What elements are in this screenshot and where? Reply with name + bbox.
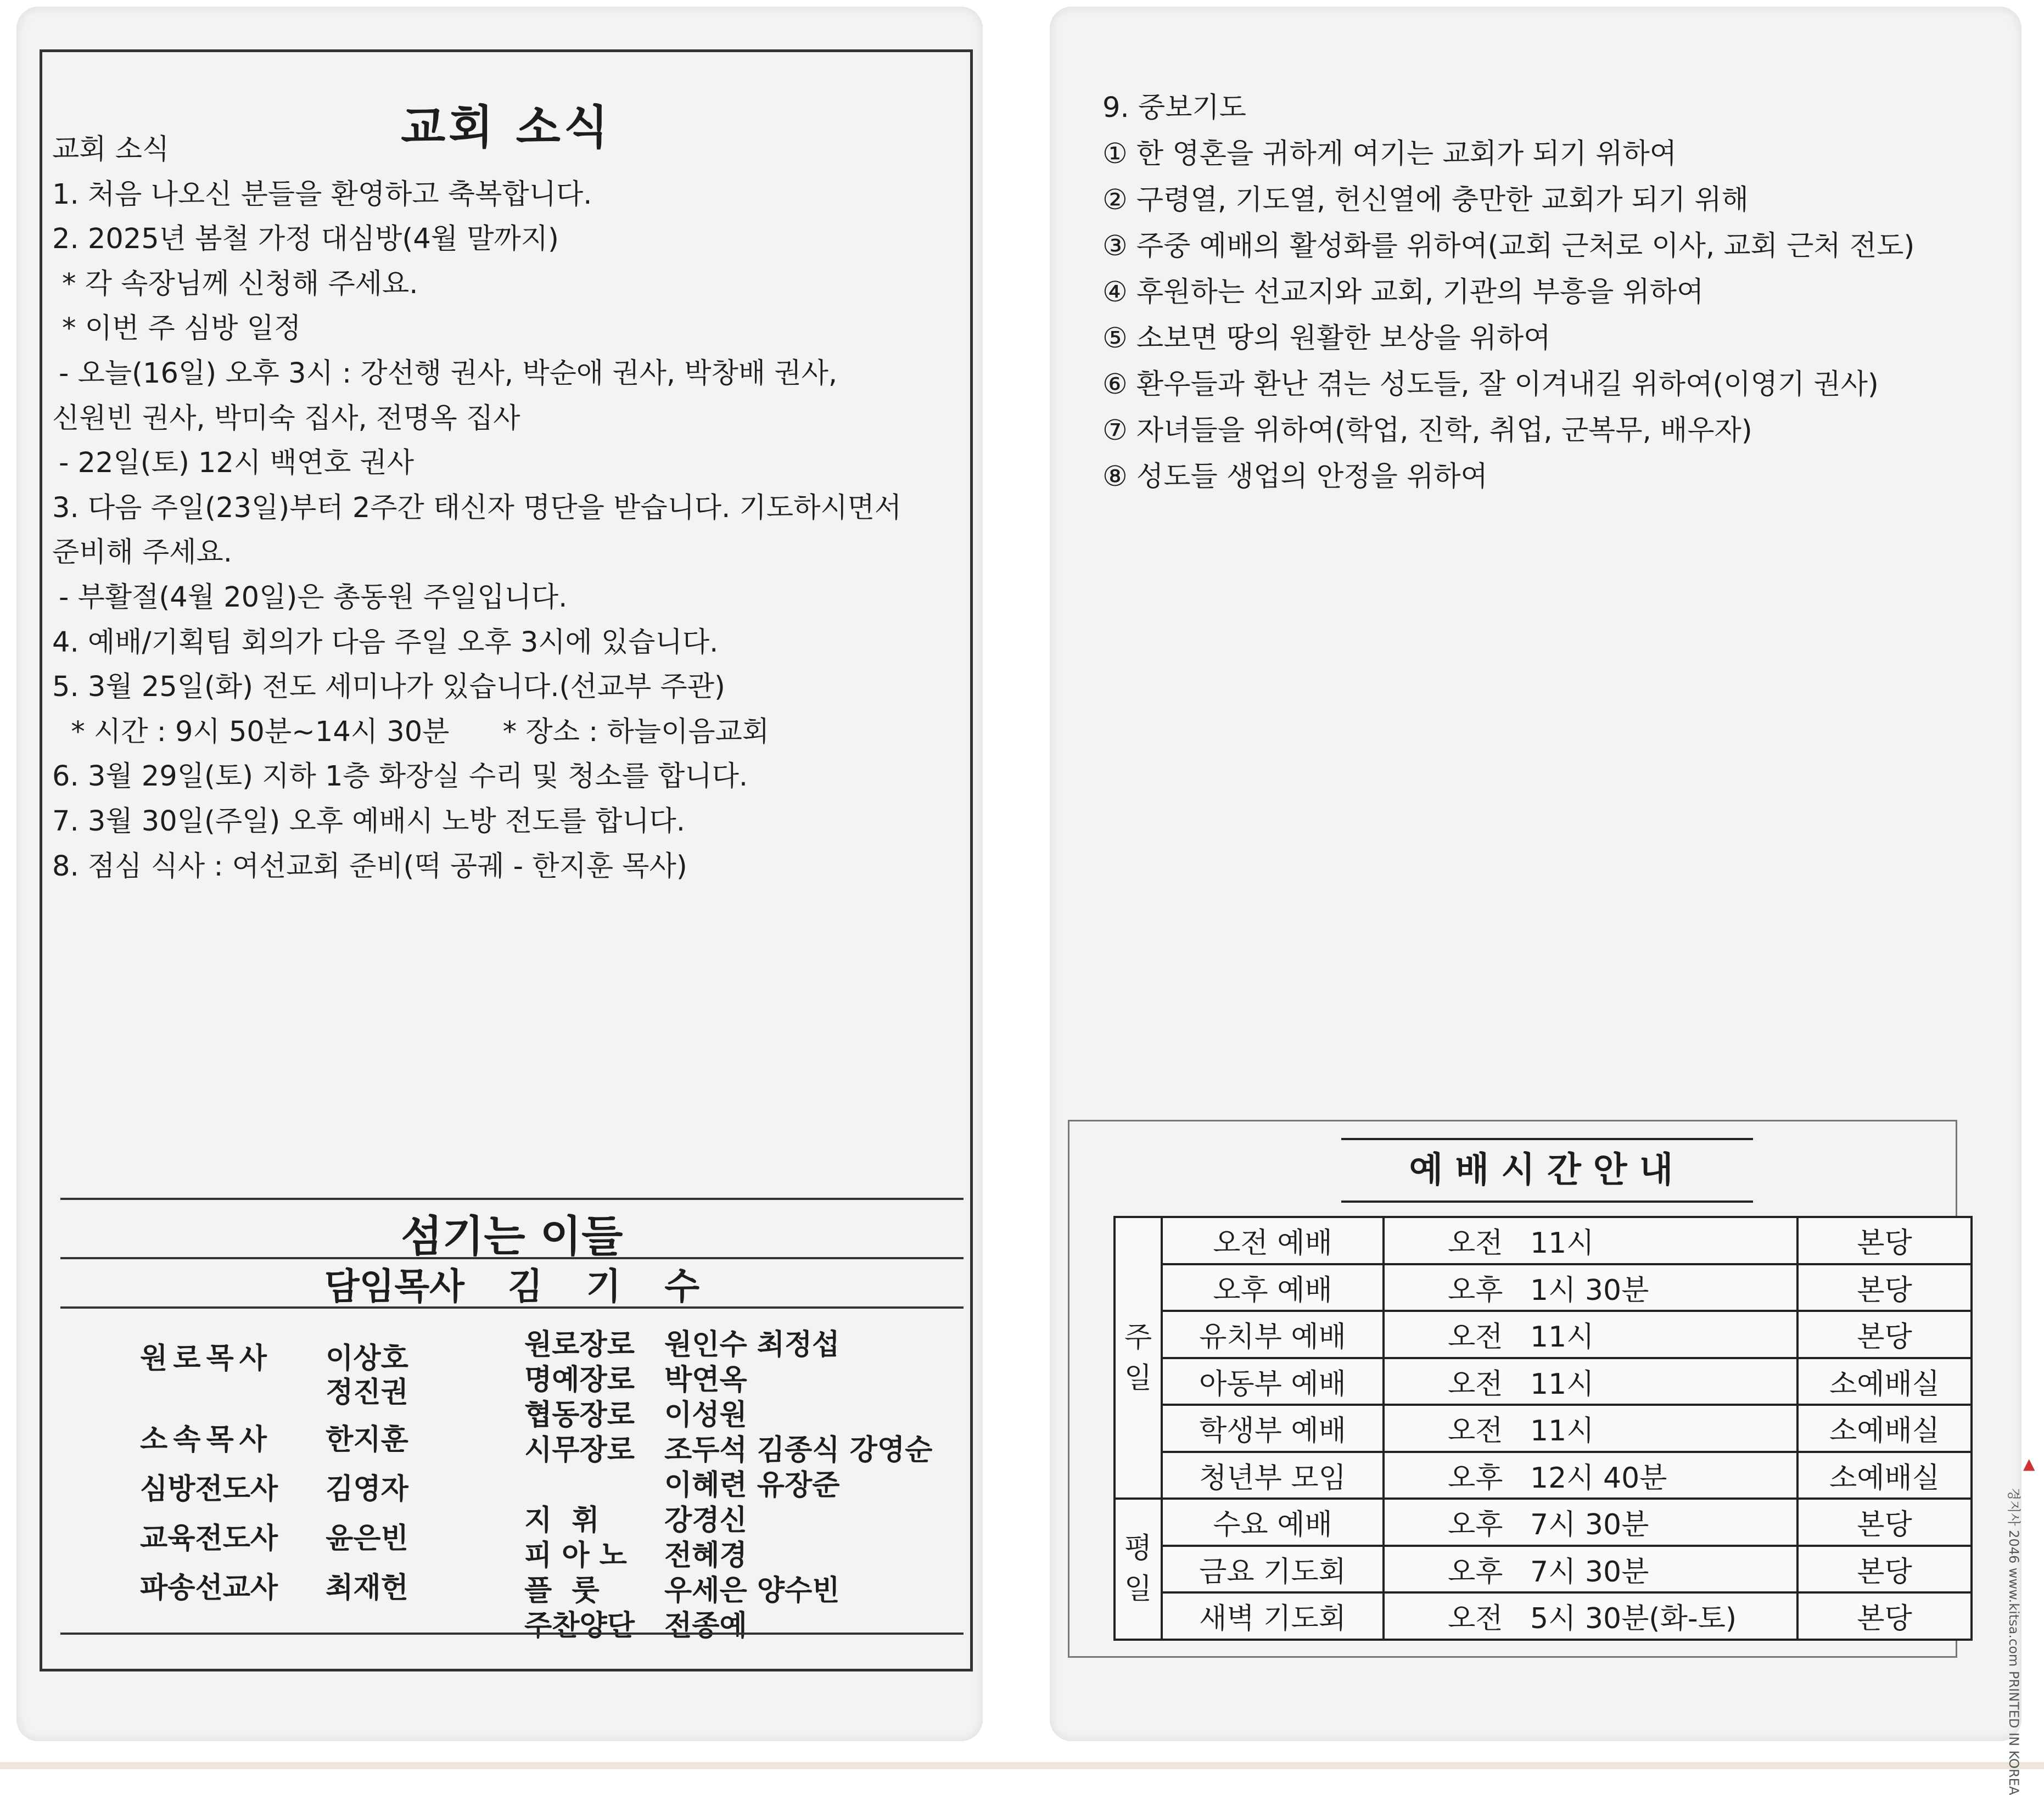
service-name: 유치부 예배 [1162,1311,1384,1358]
elder-role: 플 룻 [524,1574,600,1607]
senior-pastor [60,1257,964,1309]
news-line: 8. 점심 식사 : 여선교회 준비(떡 공궤 - 한지훈 목사) [52,850,687,883]
prayer-line: ④ 후원하는 선교지와 교회, 기관의 부흥을 위하여 [1102,276,1704,308]
prayer-line: ③ 주중 예배의 활성화를 위하여(교회 근처로 이사, 교회 근처 전도) [1102,230,1915,262]
service-name: 새벽 기도회 [1162,1592,1384,1640]
pastor-name-char: 김 [507,1265,543,1308]
staff-row [140,1571,408,1605]
schedule-table [1113,1216,1973,1641]
staff-role: 원로목사 [140,1342,272,1375]
service-place: 소예배실 [1797,1358,1972,1405]
printer-mark: 경지사 2046 www.kitsa.com PRINTED IN KOREA [2006,1488,2021,1795]
elder-names: 박연옥 [664,1364,747,1396]
service-place: 본당 [1797,1592,1972,1640]
table-row [1115,1452,1972,1499]
news-line: 준비해 주세요. [52,536,233,569]
service-name: 수요 예배 [1162,1499,1384,1546]
printer-logo-icon: ▲ [2023,1455,2035,1473]
pastor-name-char: 수 [664,1265,700,1308]
elder-role: 주찬양단 [524,1609,635,1642]
staff-names: 한지훈 [326,1423,408,1456]
elder-role: 명예장로 [524,1364,635,1396]
elder-role: 원로장로 [524,1328,635,1361]
service-place: 본당 [1797,1217,1972,1264]
service-time: 오전 11시 [1384,1405,1797,1452]
service-time: 오전 11시 [1384,1217,1797,1264]
elder-names: 원인수 최정섭 [664,1328,840,1361]
elder-role: 지 휘 [524,1504,600,1537]
prayer-line: ① 한 영혼을 귀하게 여기는 교회가 되기 위하여 [1102,138,1677,170]
elder-role: 협동장로 [524,1399,635,1432]
service-time: 오후 12시 40분 [1384,1452,1797,1499]
service-place: 본당 [1797,1311,1972,1358]
elder-names: 조두석 김종식 강영순 [664,1434,933,1467]
prayer-line: ② 구령열, 기도열, 헌신열에 충만한 교회가 되기 위해 [1102,184,1749,216]
service-name: 오후 예배 [1162,1264,1384,1311]
servants-title: 섬기는 이들 [401,1212,623,1261]
staff-names: 최재헌 [326,1572,408,1605]
pastor-role: 담임목사 [324,1265,464,1308]
service-time: 오후 7시 30분 [1384,1546,1797,1593]
table-row [1115,1546,1972,1593]
news-line: 교회 소식 [52,133,170,166]
table-row [1115,1358,1972,1405]
servants-section [60,1198,964,1642]
staff-row [140,1423,408,1457]
news-line: - 22일(토) 12시 백연호 권사 [59,447,414,480]
group-sunday: 주 일 [1115,1217,1162,1499]
service-time: 오전 11시 [1384,1358,1797,1405]
prayer-line: ⑤ 소보면 땅의 원활한 보상을 위하여 [1102,322,1551,355]
pastor-name-char: 기 [586,1265,621,1308]
table-row [1115,1592,1972,1640]
service-place: 본당 [1797,1546,1972,1593]
table-row [1115,1217,1972,1264]
news-line: * 시간 : 9시 50분~14시 30분 * 장소 : 하늘이음교회 [62,715,770,748]
elder-names: 이혜련 유장준 [664,1469,840,1502]
service-name: 청년부 모임 [1162,1452,1384,1499]
table-row [1115,1264,1972,1311]
prayer-line: ⑧ 성도들 생업의 안정을 위하여 [1102,461,1488,493]
schedule-title: 예배시간안내 [1409,1150,1685,1191]
schedule-title-rule [1341,1138,1753,1203]
schedule-section [1068,1120,1957,1658]
staff-row [140,1342,408,1410]
service-name: 금요 기도회 [1162,1546,1384,1593]
news-line: * 각 속장님께 신청해 주세요. [62,267,418,300]
staff-role: 심방전도사 [140,1473,278,1506]
service-name: 학생부 예배 [1162,1405,1384,1452]
news-line: * 이번 주 심방 일정 [62,312,301,345]
news-line: 5. 3월 25일(화) 전도 세미나가 있습니다.(선교부 주관) [52,671,725,704]
staff-names: 김영자 [326,1473,408,1506]
news-line: - 부활절(4월 20일)은 총동원 주일입니다. [59,581,568,614]
news-line: 7. 3월 30일(주일) 오후 예배시 노방 전도를 합니다. [52,805,686,838]
service-time: 오전 11시 [1384,1311,1797,1358]
elder-names: 이성원 [664,1399,747,1432]
elder-names: 전종예 [664,1609,747,1642]
service-time: 오후 1시 30분 [1384,1264,1797,1311]
service-place: 본당 [1797,1499,1972,1546]
prayer-list [1102,85,1981,500]
news-line: 신원빈 권사, 박미숙 집사, 전명옥 집사 [52,402,520,435]
prayer-line: 9. 중보기도 [1102,92,1246,124]
prayer-line: ⑥ 환우들과 환난 겪는 성도들, 잘 이겨내길 위하여(이영기 권사) [1102,368,1879,401]
staff-row [140,1472,408,1506]
divider [60,1633,964,1635]
prayer-line: ⑦ 자녀들을 위하여(학업, 진학, 취업, 군복무, 배우자) [1102,414,1752,447]
service-name: 아동부 예배 [1162,1358,1384,1405]
service-name: 오전 예배 [1162,1217,1384,1264]
news-line: 3. 다음 주일(23일)부터 2주간 태신자 명단을 받습니다. 기도하시면서 [52,491,902,524]
elder-names: 우세은 양수빈 [664,1574,840,1607]
service-place: 본당 [1797,1264,1972,1311]
staff-names: 윤은빈 [326,1522,408,1555]
service-place: 소예배실 [1797,1452,1972,1499]
news-line: 6. 3월 29일(토) 지하 1층 화장실 수리 및 청소를 합니다. [52,760,748,793]
news-line: 4. 예배/기획팀 회의가 다음 주일 오후 3시에 있습니다. [52,626,719,659]
staff-row [140,1522,408,1556]
divider [60,1306,964,1309]
elder-names: 강경신 [664,1504,747,1537]
elder-role: 시무장로 [524,1434,635,1467]
table-row [1115,1405,1972,1452]
divider [60,1198,964,1200]
table-row [1115,1499,1972,1546]
staff-names: 이상호 정진권 [326,1342,408,1409]
service-time: 오전 5시 30분(화-토) [1384,1592,1797,1640]
service-place: 소예배실 [1797,1405,1972,1452]
bottom-strip [0,1762,2044,1769]
news-title: 교회 소식 [401,100,612,154]
group-weekday: 평 일 [1115,1499,1162,1640]
news-list [52,127,909,889]
elder-row [524,1602,747,1643]
elder-role: 피 아 노 [524,1539,627,1572]
service-time: 오후 7시 30분 [1384,1499,1797,1546]
news-line: - 오늘(16일) 오후 3시 : 강선행 권사, 박순애 권사, 박창배 권사, [59,357,838,390]
news-line: 1. 처음 나오신 분들을 환영하고 축복합니다. [52,178,592,211]
staff-role: 파송선교사 [140,1572,278,1605]
staff-role: 교육전도사 [140,1522,278,1555]
elder-names: 전혜경 [664,1539,747,1572]
staff-role: 소속목사 [140,1423,272,1456]
table-row [1115,1311,1972,1358]
news-line: 2. 2025년 봄철 가정 대심방(4월 말까지) [52,223,559,256]
